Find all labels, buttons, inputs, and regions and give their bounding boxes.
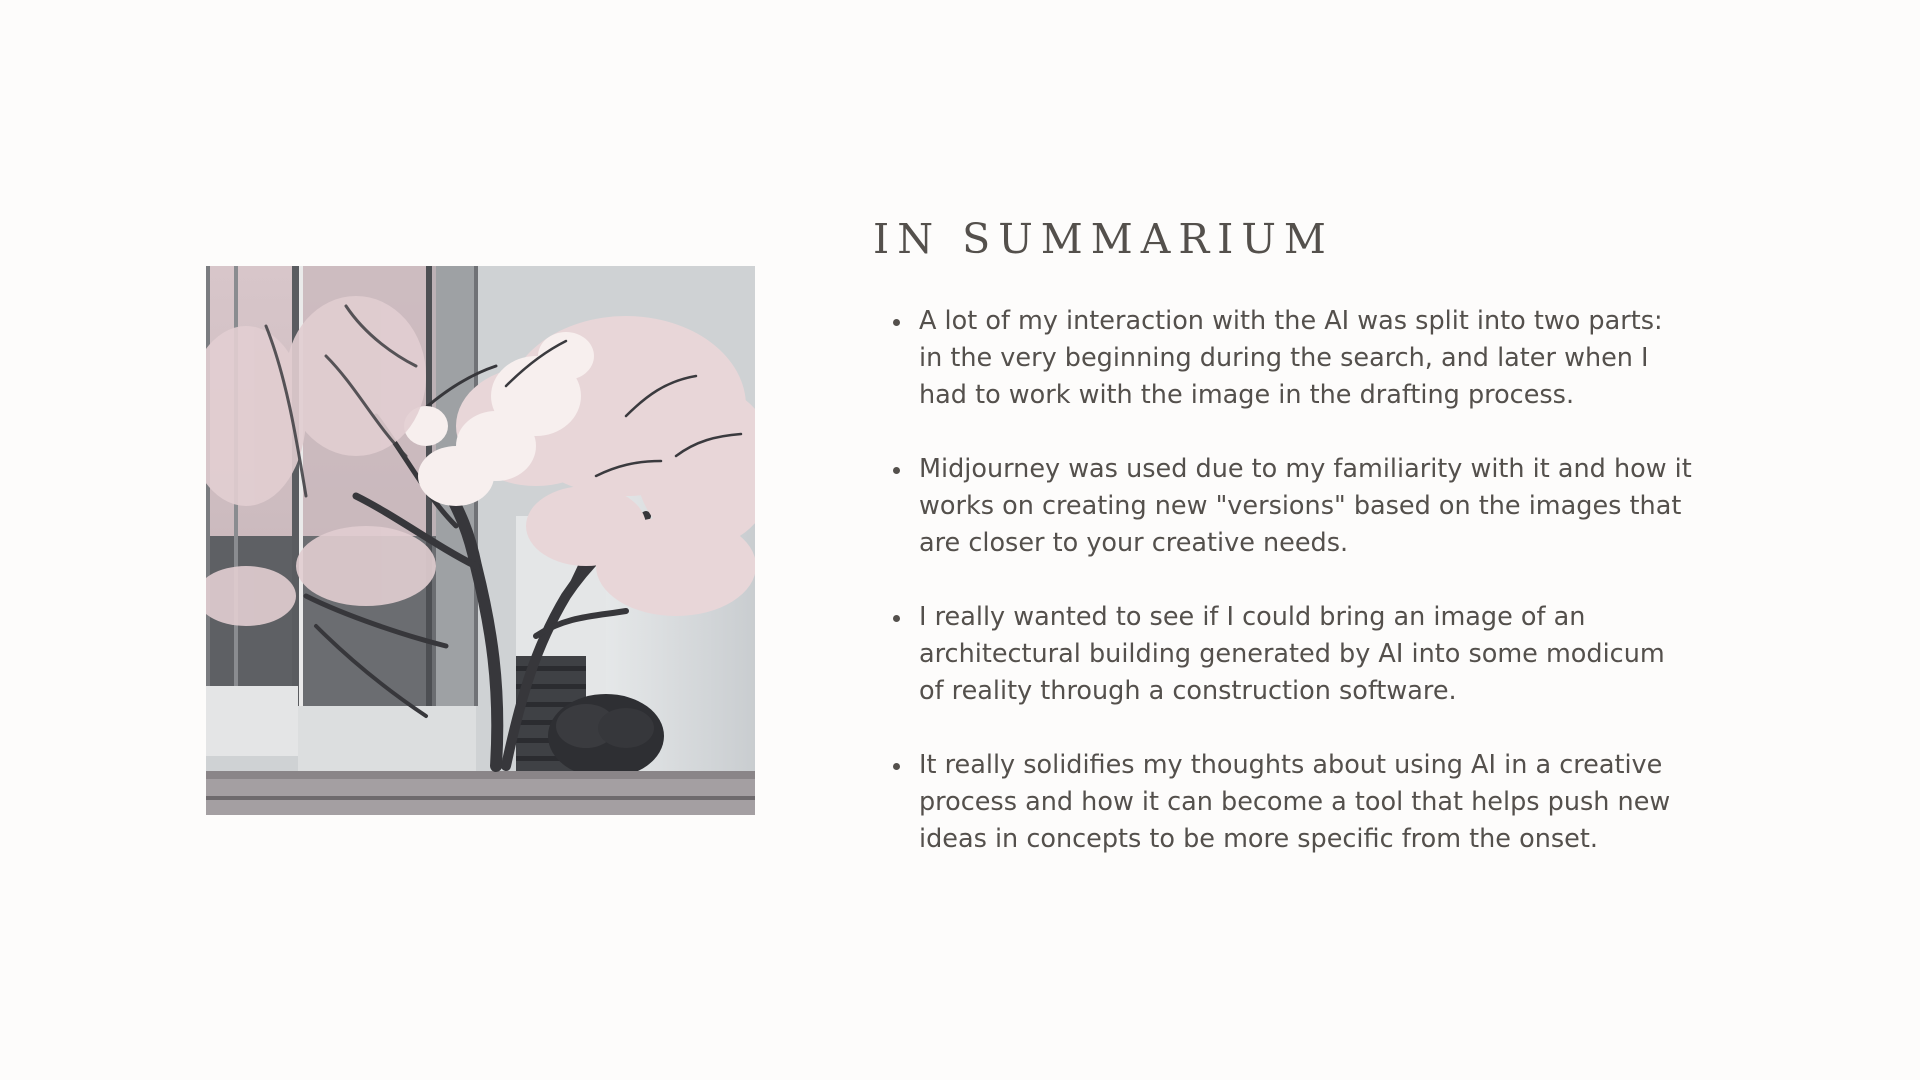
list-item: Midjourney was used due to my familiarity with it and how it works on creating new "versions" based on the images that are closer to your creative needs. [919, 451, 1693, 562]
summary-list [873, 303, 1693, 895]
illustration-graphic [206, 266, 755, 815]
list-item: I really wanted to see if I could bring an image of an architectural building generated by AI into some modicum of reality through a construction software. [919, 599, 1693, 710]
list-item: A lot of my interaction with the AI was split into two parts: in the very beginning during the search, and later when I had to work with the image in the drafting process. [919, 303, 1693, 414]
cherry-blossom-building-illustration [206, 266, 755, 815]
list-item: It really solidifies my thoughts about using AI in a creative process and how it can become a tool that helps push new ideas in concepts to be more specific from the onset. [919, 747, 1693, 858]
page-title: IN SUMMARIUM [873, 215, 1334, 263]
